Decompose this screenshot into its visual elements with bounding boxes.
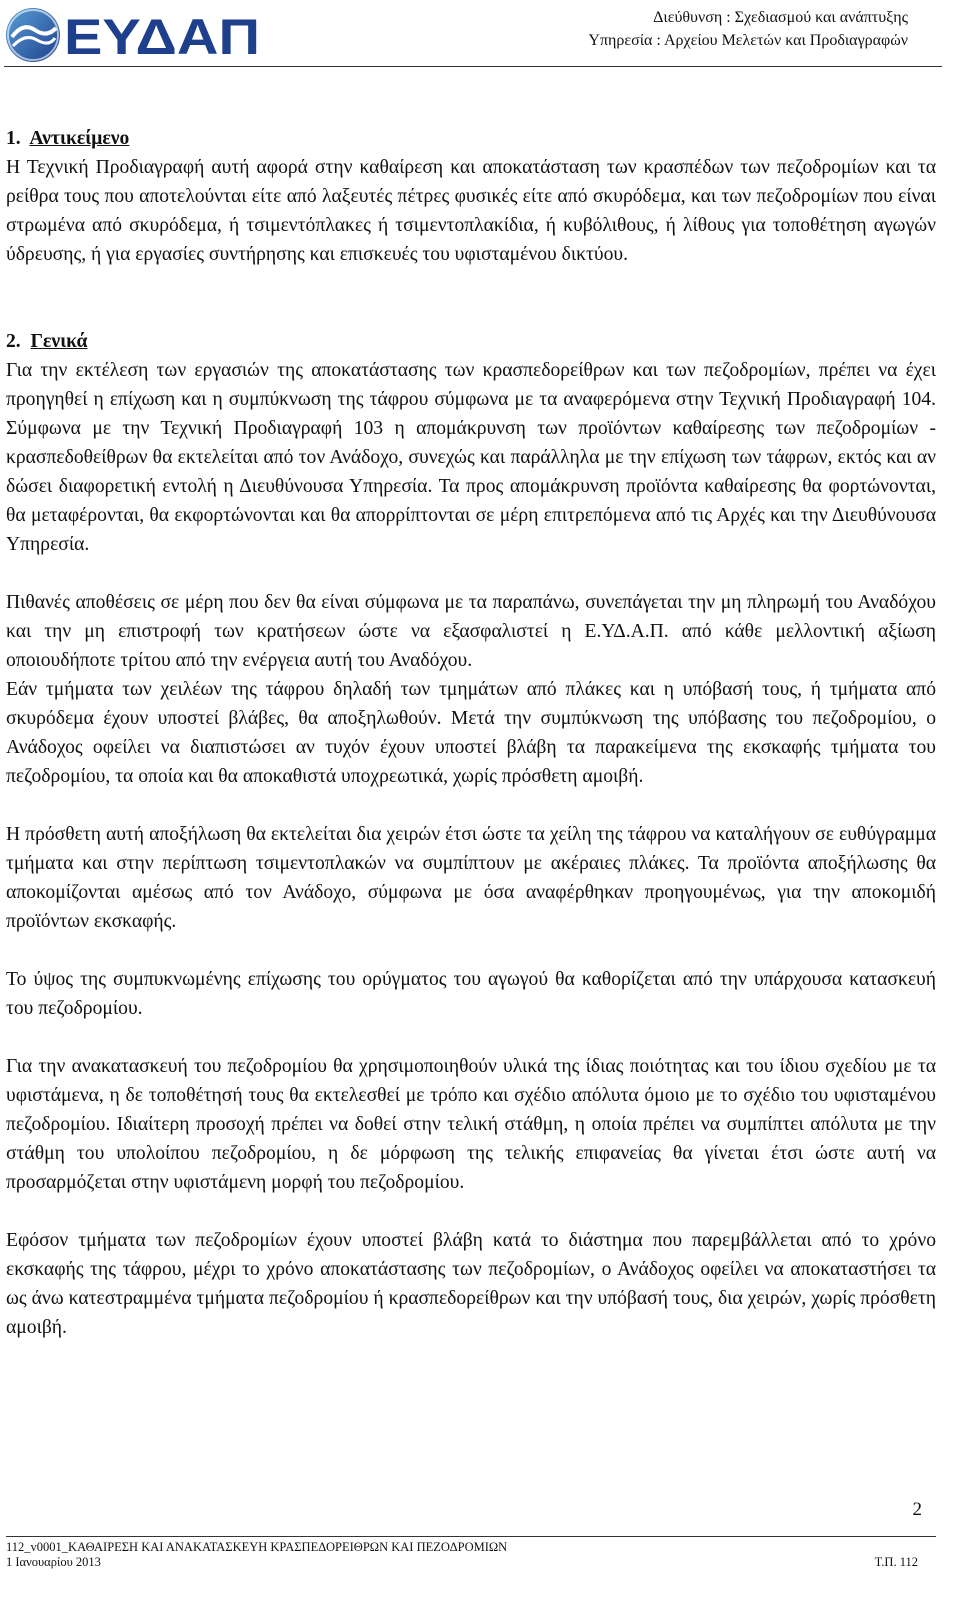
header-directorate: Διεύθυνση : Σχεδιασμού και ανάπτυξης xyxy=(653,9,908,26)
footer-divider xyxy=(6,1536,936,1537)
footer-document-name: 112_v0001_ΚΑΘΑΙΡΕΣΗ ΚΑΙ ΑΝΑΚΑΤΑΣΚΕΥΗ ΚΡΑΣΠΕΔΟΡΕΙΘΡΩΝ ΚΑΙ ΠΕΖΟΔΡΟΜΙΩΝ xyxy=(6,1540,508,1554)
footer-date: 1 Ιανουαρίου 2013 xyxy=(6,1555,101,1569)
section-2-title: Γενικά xyxy=(30,331,88,352)
document-body xyxy=(6,124,936,1342)
page-header xyxy=(0,0,960,70)
section-2-heading xyxy=(6,327,936,356)
section-2-paragraph-7: Εφόσον τμήματα των πεζοδρομίων έχουν υποστεί βλάβη κατά το διάστημα που παρεμβάλλεται από το χρόνο εκσκαφής της τάφρου, μέχρι το χρόνο αποκατάστασης των πεζοδρομίων, ο Ανάδοχος οφείλει να αποκαταστήσει τα ως άνω κατεστραμμένα τμήματα πεζοδρομίου ή κρασπεδορείθρων και την υπόβασή τους, δια χειρών, χωρίς πρόσθετη αμοιβή. xyxy=(6,1230,936,1338)
logo-text: ΕΥΔΑΠ xyxy=(64,9,260,64)
header-info xyxy=(588,6,908,52)
section-2-paragraph-3: Εάν τμήματα των χειλέων της τάφρου δηλαδή των τμημάτων από πλάκες και η υπόβασή τους, ή τμήματα από σκυρόδεμα έχουν υποστεί βλάβες, θα αποξηλωθούν. Μετά την συμπύκνωση της υπόβασης του πεζοδρομίου, ο Ανάδοχος οφείλει να διαπιστώσει αν τυχόν έχουν υποστεί βλάβη τα παρακείμενα της εκσκαφής τμήματα του πεζοδρομίου, τα οποία και θα αποκαθιστά υποχρεωτικά, χωρίς πρόσθετη αμοιβή. xyxy=(6,679,936,787)
section-1-paragraph-1: Η Τεχνική Προδιαγραφή αυτή αφορά στην καθαίρεση και αποκατάσταση των κρασπέδων των πεζοδρομίων και τα ρείθρα τους που αποτελούνται είτε από λαξευτές πέτρες φυσικές είτε από σκυρόδεμα, και των πεζοδρομίων που είναι στρωμένα από σκυρόδεμα, ή τσιμεντόπλακες ή τσιμεντοπλακίδια, ή κυβόλιθους, ή λίθους για τοποθέτηση αγωγών ύδρευσης, ή για εργασίες συντήρησης και επισκευές του υφισταμένου δικτύου. xyxy=(6,157,936,265)
section-1-number: 1. xyxy=(6,128,21,149)
section-2-number: 2. xyxy=(6,331,21,352)
page-footer xyxy=(6,1536,918,1570)
header-divider xyxy=(4,66,942,67)
eydap-logo xyxy=(4,6,266,64)
section-2-paragraph-2: Πιθανές αποθέσεις σε μέρη που δεν θα είναι σύμφωνα με τα παραπάνω, συνεπάγεται την μη πληρωμή του Αναδόχου και την μη επιστροφή των κρατήσεων ώστε να εξασφαλιστεί η Ε.ΥΔ.Α.Π. από κάθε μελλοντική αξίωση οποιουδήποτε τρίτου από την ενέργεια αυτή του Αναδόχου. xyxy=(6,592,936,671)
section-2-paragraph-1: Για την εκτέλεση των εργασιών της αποκατάστασης των κρασπεδορείθρων και των πεζοδρομίων, πρέπει να έχει προηγηθεί η επίχωση και η συμπύκνωση της τάφρου σύμφωνα με τα αναφερόμενα στην Τεχνική Προδιαγραφή 104. Σύμφωνα με την Τεχνική Προδιαγραφή 103 η απομάκρυνση των προϊόντων καθαίρεσης των πεζοδρομίων - κρασπεδοθείθρων θα εκτελείται από τον Ανάδοχο, συνεχώς και παράλληλα με την επίχωση των τάφρων, εκτός και αν δώσει διαφορετική εντολή η Διευθύνουσα Υπηρεσία. Τα προς απομάκρυνση προϊόντα καθαίρεσης θα φορτώνονται, θα μεταφέρονται, θα εκφορτώνονται και θα απορρίπτονται σε μέρη επιτρεπόμενα από τις Αρχές και την Διευθύνουσα Υπηρεσία. xyxy=(6,360,936,555)
section-2-paragraph-5: Το ύψος της συμπυκνωμένης επίχωσης του ορύγματος του αγωγού θα καθορίζεται από την υπάρχουσα κατασκευή του πεζοδρομίου. xyxy=(6,969,936,1019)
header-service: Υπηρεσία : Αρχείου Μελετών και Προδιαγραφών xyxy=(588,32,908,49)
section-2-paragraph-6: Για την ανακατασκευή του πεζοδρομίου θα χρησιμοποιηθούν υλικά της ίδιας ποιότητας και του ίδιου σχεδίου με τα υφιστάμενα, η δε τοποθέτησή τους θα εκτελεσθεί με τρόπο και σχέδιο απόλυτα όμοιο με το σχέδιο του υφισταμένου πεζοδρομίου. Ιδιαίτερη προσοχή πρέπει να δοθεί στην τελική στάθμη, η οποία πρέπει να συμπίπτει απόλυτα με την στάθμη του υπολοίπου πεζοδρομίου, η δε μόρφωση της τελικής επιφανείας θα γίνεται έτσι ώστε αυτή να προσαρμόζεται στην υφιστάμενη μορφή του πεζοδρομίου. xyxy=(6,1056,936,1193)
page-number: 2 xyxy=(912,1499,922,1520)
section-1-heading xyxy=(6,124,936,153)
section-1-title: Αντικείμενο xyxy=(29,128,130,149)
section-2-paragraph-4: Η πρόσθετη αυτή αποξήλωση θα εκτελείται δια χειρών έτσι ώστε τα χείλη της τάφρου να καταλήγουν σε ευθύγραμμα τμήματα και στην περίπτωση τσιμεντοπλακών να συμπίπτουν με ακέραιες πλάκες. Τα προϊόντα αποξήλωσης θα αποκομίζονται αμέσως από τον Ανάδοχο, σύμφωνα με όσα αναφέρθηκαν προηγουμένως, για την αποκομιδή προϊόντων εκσκαφής. xyxy=(6,824,936,932)
footer-spec-code: Τ.Π. 112 xyxy=(874,1555,918,1569)
